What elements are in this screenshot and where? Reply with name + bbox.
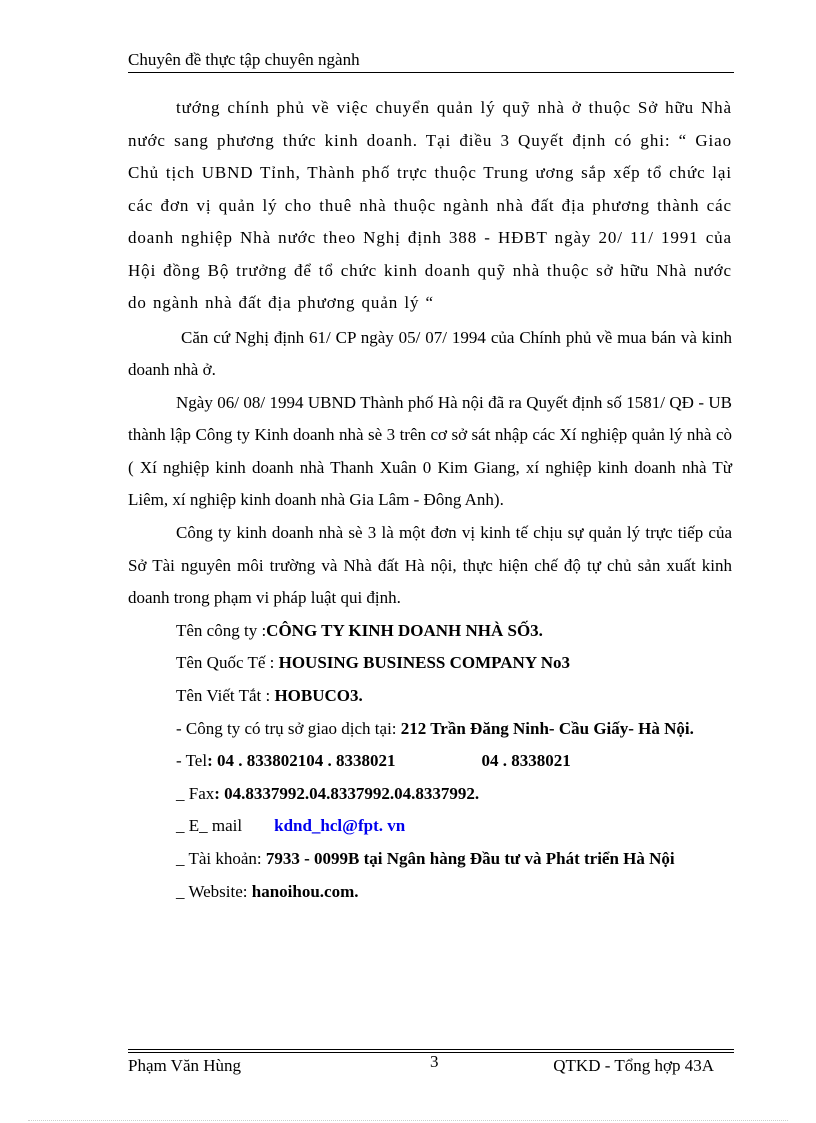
page-number: 3 xyxy=(430,1052,439,1071)
company-name-value: CÔNG TY KINH DOANH NHÀ SỐ3. xyxy=(266,620,543,640)
page-footer xyxy=(128,1054,734,1078)
company-name-label: Tên công ty : xyxy=(176,620,267,640)
footer-author: Phạm Văn Hùng xyxy=(128,1056,242,1075)
bank-account-label: _ Tài khoản: xyxy=(176,849,266,868)
bank-account-line xyxy=(128,843,732,876)
fax-line xyxy=(128,778,732,811)
email-link[interactable]: kdnd_hcl@fpt. vn xyxy=(274,816,406,836)
bank-account-value: 7933 - 0099B tại Ngân hàng Đầu tư và Phát triển Hà Nội xyxy=(265,849,675,868)
page-bottom-border xyxy=(28,1120,788,1121)
website-value: hanoihou.com. xyxy=(251,881,359,901)
abbreviation-line xyxy=(128,680,732,713)
website-label: _ Website: xyxy=(176,881,252,901)
abbreviation-label: Tên Viết Tắt : xyxy=(176,686,275,706)
website-line xyxy=(128,876,732,909)
header-divider xyxy=(128,72,734,73)
paragraph-decree-61: Căn cứ Nghị định 61/ CP ngày 05/ 07/ 1994 của Chính phủ về mua bán và kinh doanh nhà ở. xyxy=(128,327,732,380)
address-line xyxy=(128,713,732,746)
telephone-line xyxy=(128,745,732,778)
international-name-line xyxy=(128,647,732,680)
telephone-value-primary: : 04 . 833802104 . 8338021 xyxy=(207,751,396,771)
email-label: _ E_ mail xyxy=(176,816,243,836)
document-body xyxy=(128,92,732,908)
footer-course: QTKD - Tổng hợp 43A xyxy=(553,1056,714,1075)
paragraph-company-status: Công ty kinh doanh nhà sè 3 là một đơn vị kinh tế chịu sự quản lý trực tiếp của Sở Tài nguyên môi trường và Nhà đất Hà nội, thực hiện chế độ tự chủ sản xuất kinh doanh trong phạm vi pháp luật qui định. xyxy=(128,523,732,608)
company-name-line xyxy=(128,615,732,648)
paragraph-decision-quote: tướng chính phủ về việc chuyển quản lý quỹ nhà ở thuộc Sở hữu Nhà nước sang phương thức kinh doanh. Tại điều 3 Quyết định có ghi: “ Giao Chủ tịch UBND Tỉnh, Thành phố trực thuộc Trung ương sắp xếp tổ chức lại các đơn vị quản lý cho thuê nhà thuộc ngành nhà đất địa phương thành các doanh nghiệp Nhà nước theo Nghị định 388 - HĐBT ngày 20/ 11/ 1991 của Hội đồng Bộ trưởng để tổ chức kinh doanh quỹ nhà thuộc sở hữu Nhà nước do ngành nhà đất địa phương quản lý “ xyxy=(128,98,732,312)
telephone-value-secondary: 04 . 8338021 xyxy=(481,751,571,771)
abbreviation-value: HOBUCO3. xyxy=(274,686,363,706)
fax-label: _ Fax xyxy=(176,783,215,803)
address-label: - Công ty có trụ sở giao dịch tại: xyxy=(176,718,401,738)
fax-value: : 04.8337992.04.8337992.04.8337992. xyxy=(214,783,480,803)
page-header-title: Chuyên đề thực tập chuyên ngành xyxy=(128,50,360,69)
international-name-value: HOUSING BUSINESS COMPANY No3 xyxy=(278,653,571,673)
telephone-label: - Tel xyxy=(176,751,208,771)
paragraph-decision-1581: Ngày 06/ 08/ 1994 UBND Thành phố Hà nội đã ra Quyết định số 1581/ QĐ - UB thành lập Công ty Kinh doanh nhà sè 3 trên cơ sở sát nhập các Xí nghiệp quản lý nhà cò ( Xí nghiệp kinh doanh nhà Thanh Xuân 0 Kim Giang, xí nghiệp kinh doanh nhà Từ Liêm, xí nghiệp kinh doanh nhà Gia Lâm - Đông Anh). xyxy=(128,392,732,510)
address-value: 212 Trần Đăng Ninh- Cầu Giấy- Hà Nội. xyxy=(400,718,694,738)
email-line xyxy=(128,810,732,843)
international-name-label: Tên Quốc Tế : xyxy=(176,653,279,673)
